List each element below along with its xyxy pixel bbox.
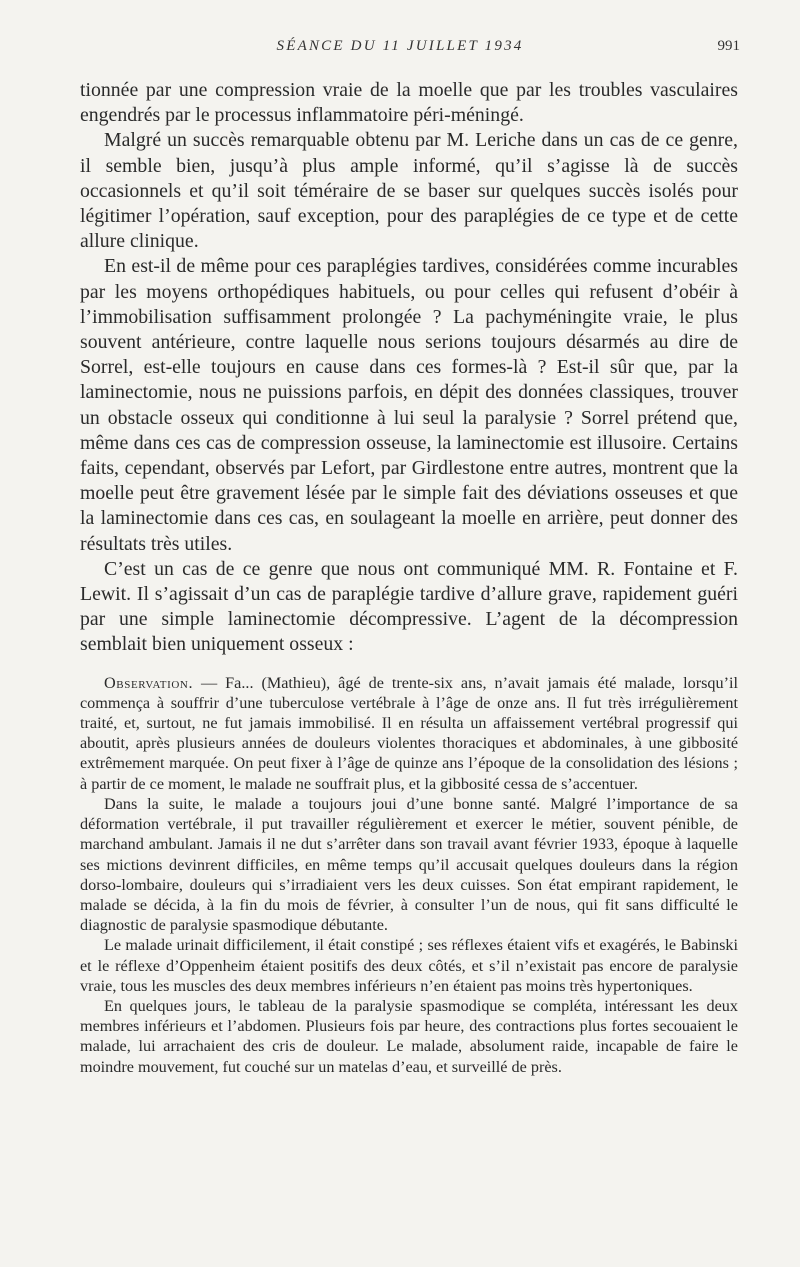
- running-title: SÉANCE DU 11 JUILLET 1934: [276, 38, 524, 54]
- observation-paragraph-2: Dans la suite, le malade a toujours joui d’une bonne santé. Malgré l’importance de sa déformation vertébrale, il put travailler régulièrement et exercer le métier, souvent pénible, de marchand ambulant. Jamais il ne dut s’arrêter dans son travail avant février 1933, époque à laquelle ses mictions devinrent difficiles, en même temps qu’il accusait quelques douleurs dans la région dorso-lombaire, douleurs qui s’irradiaient vers les deux cuisses. Son état empirant rapidement, le malade se décida, à la fin du mois de février, à consulter l’un de nous, qui fit sans difficulté le diagnostic de paralysie spasmodique débutante.: [80, 794, 738, 935]
- running-head: [0, 38, 800, 60]
- page-number: 991: [717, 38, 740, 54]
- paragraph-leriche: Malgré un succès remarquable obtenu par M. Leriche dans un cas de ce genre, il semble bien, jusqu’à plus ample informé, qu’il s’agisse là de succès occasionnels et qu’il soit téméraire de se baser sur quelques succès isolés pour légitimer l’opération, sauf exception, pour des paraplégies de ce type et de cette allure clinique.: [80, 129, 738, 253]
- observation-block: [80, 673, 738, 1077]
- paragraph-paraplegies: En est-il de même pour ces paraplégies tardives, considérées comme incurables par les moyens orthopédiques habituels, ou pour celles qui refusent d’obéir à l’immobilisation suffisamment prolongée ? La pachyméningite vraie, le plus souvent antérieure, contre laquelle nous serions toujours désarmés au dire de Sorrel, est-elle toujours en cause dans ces formes-là ? Est-il sûr que, par la laminectomie, nous ne puissions parfois, en dépit des données classiques, trouver un obstacle osseux qui conditionne à lui seul la paralysie ? Sorrel prétend que, même dans ces cas de compression osseuse, la laminectomie est illusoire. Certains faits, cependant, observés par Lefort, par Girdlestone entre autres, montrent que la moelle peut être gravement lésée par le simple fait des déviations osseuses et que la laminectomie dans ces cas, en soulageant la moelle en arrière, peut donner des résultats très utiles.: [80, 255, 738, 555]
- observation-paragraph-3: Le malade urinait difficilement, il était constipé ; ses réflexes étaient vifs et exagérés, le Babinski et le réflexe d’Oppenheim étaient positifs des deux côtés, et s’il n’existait pas encore de paralysie vraie, tous les muscles des deux membres inférieurs n’en étaient pas moins très hypertoniques.: [80, 936, 738, 995]
- body-text: [80, 78, 738, 1077]
- observation-paragraph-4: En quelques jours, le tableau de la paralysie spasmodique se compléta, intéressant les deux membres inférieurs et l’abdomen. Plusieurs fois par heure, des contractions plus fortes secouaient le malade, lui arrachaient des cris de douleur. Le malade, absolument raide, incapable de faire le moindre mouvement, fut couché sur un matelas d’eau, et surveillé de près.: [80, 996, 738, 1076]
- observation-text-1: — Fa... (Mathieu), âgé de trente-six ans, n’avait jamais été malade, lorsqu’il commença à souffrir d’une tuberculose vertébrale à l’âge de onze ans. Il fut très irrégulièrement traité, et, surtout, ne fut jamais immobilisé. Il en résulta un affaissement vertébral progressif qui aboutit, après plusieurs années de douleurs violentes thoraciques et abdominales, à une gibbosité extrêmement marquée. On peut fixer à l’âge de quinze ans l’époque de la consolidation des lésions ; à partir de ce moment, le malade ne souffrait plus, et la gibbosité cessa de s’accentuer.: [80, 673, 738, 793]
- observation-label: Observation.: [104, 673, 194, 692]
- paragraph-fontaine-lewit: C’est un cas de ce genre que nous ont communiqué MM. R. Fontaine et F. Lewit. Il s’agissait d’un cas de paraplégie tardive d’allure grave, rapidement guéri par une simple laminectomie décompressive. L’agent de la décompression semblait bien uniquement osseux :: [80, 557, 738, 656]
- paragraph-continuation: tionnée par une compression vraie de la moelle que par les troubles vasculaires engendrés par le processus inflammatoire péri-méningé.: [80, 79, 738, 127]
- observation-paragraph-1: [80, 673, 738, 794]
